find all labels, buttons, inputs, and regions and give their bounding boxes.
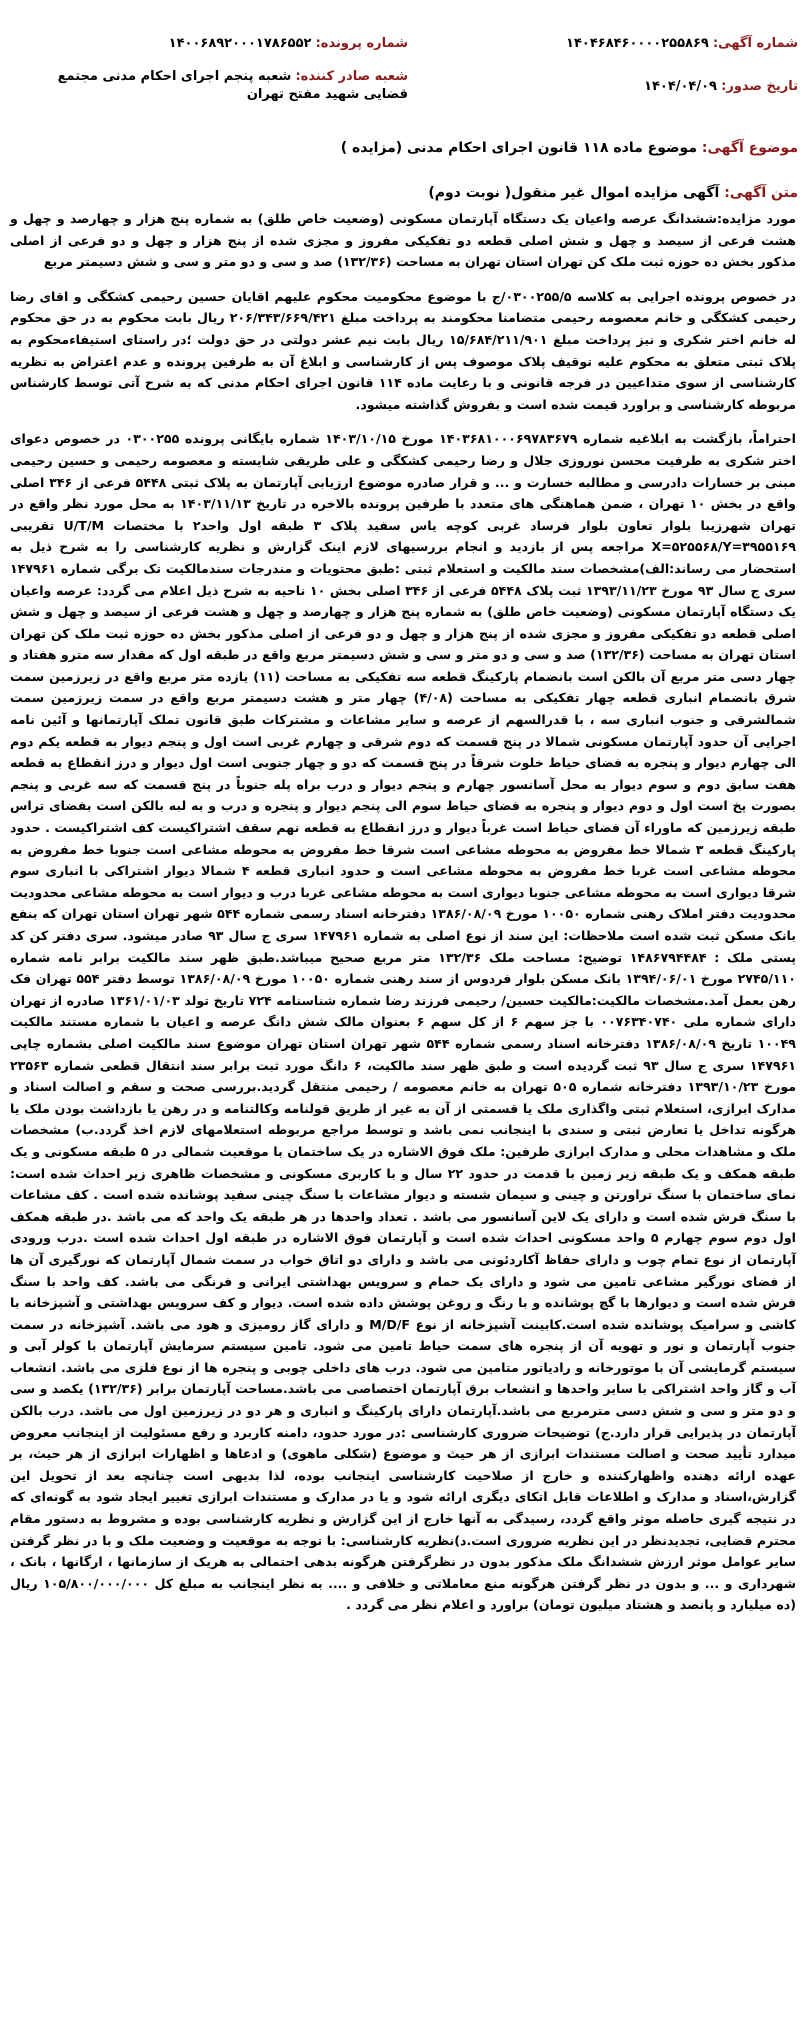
ad-body-heading <box>428 185 798 201</box>
issue-date <box>644 78 798 96</box>
body-title: آگهی مزایده اموال غیر منقول( نوبت دوم) <box>428 185 720 201</box>
issue-date-value: ۱۴۰۴/۰۴/۰۹ <box>644 79 717 94</box>
case-number-label: شماره پرونده: <box>315 36 408 51</box>
ad-number-value: ۱۴۰۴۶۸۴۶۰۰۰۰۲۵۵۸۶۹ <box>566 36 709 51</box>
issuer-label: شعبه صادر کننده: <box>295 69 408 84</box>
ad-header <box>8 30 798 130</box>
subject-value: موضوع ماده ۱۱۸ قانون اجرای احکام مدنی (مزایده ) <box>340 140 697 156</box>
issue-date-label: تاریخ صدور: <box>721 79 798 94</box>
ad-number <box>566 35 798 53</box>
issuer-value: شعبه پنجم اجرای احکام مدنی مجتمع قضایی شهید مفتح تهران <box>57 69 408 102</box>
ad-subject <box>341 140 798 156</box>
body-label: متن آگهی: <box>724 185 798 201</box>
case-number-value: ۱۴۰۰۶۸۹۲۰۰۰۱۷۸۶۵۵۲ <box>168 36 312 51</box>
ad-body-text <box>10 208 796 1629</box>
paragraph-expert-report: احتراماً، بازگشت به ابلاغیه شماره ۱۴۰۳۶۸۱۰۰۰۶۹۷۸۳۶۷۹ مورخ ۱۴۰۳/۱۰/۱۵ شماره بایگانی پرونده ۰۳۰۰۲۵۵ در خصوص دعوای اختر شکری به طرفیت محسن نوروزی جلال و رضا رحیمی کشکگی و علی طریقی شایسته و معصومه رحیمی و حسین رحیمی مبنی بر خسارات دادرسی و مطالبه خسارت و ... و قرار صادره موضوع ارزیابی آپارتمان به پلاک ثبتی ۵۴۴۸ فرعی از ۳۴۶ اصلی واقع در بخش ۱۰ تهران ، ضمن هماهنگی های متعدد با طرفین پرونده بالاخره در تاریخ ۱۴۰۳/۱۱/۱۳ به محل مورد نظر واقع در تهران شهرزیبا بلوار تعاون بلوار فرساد غربی کوچه یاس سفید پلاک ۳ طبقه اول واحد۲ با مختصات U/T/M تقریبی X=۵۲۵۵۶۸/Y=۳۹۵۵۱۶۹ مراجعه پس از بازدید و انجام بررسیهای لازم اینک گزارش و نظریه کارشناسی را به شرح ذیل به استحضار می رساند:الف)مشخصات سند مالکیت و استعلام ثبتی :طبق محتویات و مندرجات سندمالکیت تک برگی شماره ۱۴۷۹۶۱ سری ج سال ۹۳ مورخ ۱۳۹۳/۱۱/۲۳ ثبت پلاک ۵۴۴۸ فرعی از ۳۴۶ اصلی بخش ۱۰ ناحیه به شرح ذیل اعلام می گردد: عرصه واعیان یک دستگاه آپارتمان مسکونی (وضعیت خاص طلق) به شماره پنج هزار و چهارصد و چهل و هشت فرعی از سیصد و چهل و شش اصلی قطعه دو تفکیکی مفروز و مجزی شده از پنج هزار و چهل و دو فرعی از اصلی مذکور بخش ده حوزه ثبت ملک کن تهران استان تهران به مساحت (۱۳۲/۳۶) صد و سی و دو متر و سی و شش دسیمتر مربع واقع در طبقه اول که مقدار سه مترو هفتاد و چهار دسی متر مربع آن بالکن است بانضمام پارکینگ قطعه سه تفکیکی به مساحت (۱۱) یازده متر مربع واقع در زیرزمین سمت شرق بانضمام انباری قطعه چهار تفکیکی به مساحت (۴/۰۸) چهار متر و هشت دسیمتر مربع واقع در سمت زیرزمین سمت شمالشرقی و جنوب انباری سه ، با قدرالسهم از عرصه و سایر مشاعات و مشترکات طبق قانون تملک آپارتمانها و آئین نامه اجرایی آن حدود آپارتمان مسکونی شمالا در پنج قسمت که دوم شرقی و چهارم غربی است اول و پنجم دیوار به قطعه یکم دوم الی چهارم دیوار و پنجره به فضای حیاط خلوت شرقاً در پنج قسمت که دو و چهار جنوبی است اول دیوار و درز انقطاع به قطعه هفت سابق دوم و سوم دیوار به محل آسانسور چهارم و پنجم دیوار و درب براه پله جنوباً در پنج قسمت که سه غربی و پنجم بصورت پخ است اول و دوم دیوار و پنجره به فضای حیاط سوم الی پنجم دیوار و پنجره و درب و به لبه بالکن است بفضای تراس طبقه زیرزمین که ماوراء آن فضای حیاط است غرباً دیوار و درز انقطاع به قطعه نهم سقف اشتراکیست کف اشتراکیست . حدود پارکینگ قطعه ۳ شمالا خط مفروض به محوطه مشاعی است شرقا خط مفروض به محوطه مشاعی است جنوبا خط مفروض به محوطه مشاعی است غربا خط مفروض به محوطه مشاعی است و حدود انباری قطعه ۴ شمالا دیوار اشتراکی با انباری سوم شرقا دیواری است به محوطه مشاعی جنوبا دیواری است به محوطه مشاعی غربا درب و دیوار است به محوطه مشاعی محدودیت محدودیت دفتر املاک رهنی شماره ۱۰۰۵۰ مورخ ۱۳۸۶/۰۸/۰۹ دفترخانه اسناد رسمی شماره ۵۴۴ شهر تهران استان تهران که بنفع بانک مسکن ثبت شده است ملاحظات: این سند از نوع اصلی به شماره ۱۴۷۹۶۱ سری ج سال ۹۳ صادر میشود. سری دفتر کن کد پستی ملک : ۱۴۸۶۷۹۴۴۸۴ توضیح: مساحت ملک ۱۳۲/۳۶ متر مربع صحیح میباشد.طبق ظهر سند مالکیت برابر نامه شماره ۲۷۴۵/۱۱۰ مورخ ۱۳۹۴/۰۶/۰۱ بانک مسکن بلوار فردوس از سند رهنی شماره ۱۰۰۵۰ مورخ ۱۳۸۶/۰۸/۰۹ توسط دفتر ۵۵۴ تهران فک رهن بعمل آمد.مشخصات مالکیت:مالکیت حسین/ رحیمی فرزند رضا شماره شناسنامه ۷۲۴ تاریخ تولد ۱۳۶۱/۰۱/۰۳ صادره از تهران دارای شماره ملی ۰۰۷۶۳۴۰۷۴۰ با جز سهم ۶ از کل سهم ۶ بعنوان مالک شش دانگ عرصه و اعیان با شماره مستند مالکیت ۱۰۰۴۹ تاریخ ۱۳۸۶/۰۸/۰۹ دفترخانه اسناد رسمی شماره ۵۴۴ شهر تهران استان تهران موضوع سند مالکیت اصلی بشماره چاپی ۱۴۷۹۶۱ سری ج سال ۹۳ ثبت گردیده است و طبق ظهر سند مالکیت، ۶ دانگ مورد ثبت برابر سند انتقال قطعی شماره ۲۳۵۶۳ مورخ ۱۳۹۳/۱۰/۲۳ دفترخانه شماره ۵۰۵ تهران به خانم معصومه / رحیمی منتقل گردید.بررسی صحت و سقم و اصالت اسناد و مدارک ابرازی، استعلام ثبتی واگذاری ملک یا قسمتی از آن به غیر از طریق قولنامه وکالتنامه و در رهن یا بازداشت بودن ملک یا هرگونه تداخل یا تعارض ثبتی و سندی با اینجانب نمی باشد و توسط مراجع مربوطه استعلامهای لازم اخذ گردد.ب) مشخصات ملک و مشاهدات محلی و مدارک ابرازی طرفین: ملک فوق الاشاره در یک ساختمان با موقعیت شمالی در ۵ طبقه مسکونی و یک طبقه همکف و یک طبقه زیر زمین با قدمت در حدود ۲۲ سال و با کاربری مسکونی و مشخصات ظاهری زیر احداث شده است: نمای ساختمان با سنگ تراورتن و چینی و سیمان شسته و دیوار مشاعات با سنگ چینی سفید پوشانده شده است . کف مشاعات با سنگ فرش شده است و دارای یک لاین آسانسور می باشد . تعداد واحدها در هر طبقه یک واحد که می باشد .در طبقه همکف اول دوم سوم چهارم ۵ واحد مسکونی احداث شده است و آپارتمان فوق الاشاره در طبقه اول احداث شده است .درب ورودی آپارتمان از نوع تمام چوب و دارای حفاظ آکاردئونی می باشد و دارای دو اتاق خواب در سمت شمال آپارتمان که نورگیری آن ها از فضای نورگیر مشاعی تامین می شود و دارای یک حمام و سرویس بهداشتی ایرانی و فرنگی می باشد. کف واحد با سنگ فرش شده است و دیوارها با گچ پوشانده و با رنگ و روغن پوشش داده شده است. دیوار و کف سرویس بهداشتی و آشپزخانه با کاشی و سرامیک پوشانده شده است.کابینت آشپزخانه از نوع M/D/F و دارای گاز رومیزی و هود می باشد. آشپزخانه در سمت جنوب آپارتمان و نور و تهویه آن از پنجره های سمت حیاط تامین می شود. تامین سیستم سرمایش آپارتمان با کولر آبی و سیستم گرمایشی آن با موتورخانه و رادیاتور متامین می شود. درب های داخلی چوبی و پنجره ها از نوع فلزی می باشد. انشعاب آب و گاز واحد اشتراکی با سایر واحدها و انشعاب برق آپارتمان اختصاصی می باشد.مساحت آپارتمان برابر (۱۳۲/۳۶) یکصد و سی و دو متر و سی و شش دسی مترمربع می باشد.آپارتمان دارای پارکینگ و انباری و هر دو در زیرزمین اول می باشد. درب بالکن آپارتمان در پذیرایی قرار دارد.ج) توضیحات ضروری کارشناسی :در مورد حدود، دامنه کاربرد و رفع مسئولیت از اینجانب معروض میدارد تأیید صحت و اصالت مستندات ابرازی از هر حیث و موضوع (شکلی ماهوی) و ادعاها و اظهارات ابرازی از هر حیث، بر عهده ارائه دهنده واظهارکننده و خارج از صلاحیت کارشناسی اینجانب بوده، لذا بدیهی است چنانچه بعد از تحویل این گزارش،اسناد و مدارک و اطلاعات قابل اتکای دیگری ارائه شود و یا در مدارک و مستندات ابرازی تغییر ایجاد شود به گونه‌ای که در نتیجه گیری حاصله موثر واقع گردد، رسیدگی به آنها خارج از این گزارش و نظریه کارشناسی بوده و مشروط به دستور مقام محترم قضایی، تجدیدنظر در این نظریه ضروری است.د)نظریه کارشناسی: با توجه به موقعیت و وضعیت ملک و با در نظر گرفتن سایر عوامل موثر ارزش ششدانگ ملک مذکور بدون در نظرگرفتن هرگونه بدهی احتمالی به هریک از سازمانها ، ارگانها ، بانک ، شهرداری و ... و بدون در نظر گرفتن هرگونه منع معاملاتی و خلافی و .... به نظر اینجانب به مبلغ کل ۱۰۵/۸۰۰/۰۰۰/۰۰۰ ریال (ده میلیارد و پانصد و هشتاد میلیون تومان) براورد و اعلام نظر می گردد . <box>10 431 797 1613</box>
paragraph-auction-item: مورد مزایده:ششدانگ عرصه واعیان یک دستگاه آپارتمان مسکونی (وضعیت خاص طلق) به شماره پنج هزار و چهارصد و چهل و هشت فرعی از سیصد و چهل و شش اصلی قطعه دو تفکیکی مفروز و مجزی شده از پنج هزار و چهل و دو فرعی از اصلی مذکور بخش ده حوزه ثبت ملک کن تهران استان تهران به مساحت (۱۳۲/۳۶) صد و سی و دو متر و سی و شش دسیمتر مربع <box>10 211 796 270</box>
issuer <box>18 68 408 104</box>
ad-number-label: شماره آگهی: <box>712 36 798 51</box>
case-number <box>169 35 408 53</box>
paragraph-case-summary: در خصوص پرونده اجرایی به کلاسه ۰۳۰۰۲۵۵/۵/ج با موضوع محکومیت محکوم علیهم اقایان حسین رحیمی کشکگی و اقای رضا رحیمی کشکگی و خانم معصومه رحیمی متضامنا محکومند به پرداخت مبلغ ۲۰۶/۳۴۳/۶۶۹/۴۲۱ ریال بابت محکوم به در حق محکوم له خانم اختر شکری و نیز پرداخت مبلغ ۱۵/۶۸۴/۲۱۱/۹۰۱ ریال بابت نیم عشر دولتی در حق دولت ؛در راستای استیفاءمحکوم به پلاک ثبتی متعلق به محکوم علیه توقیف پلاک موصوف پس از کارشناسی و ابلاغ آن به طرفین پرونده و عدم اعتراض به نظریه کارشناسی از سوی متداعیین در فرجه قانونی و با رعایت ماده ۱۱۴ قانون اجرای احکام مدنی که به شرح آتی توسط کارشناس مربوطه کارشناسی و براورد قیمت شده است و بفروش گذاشته میشود. <box>10 288 797 412</box>
subject-label: موضوع آگهی: <box>701 140 798 156</box>
